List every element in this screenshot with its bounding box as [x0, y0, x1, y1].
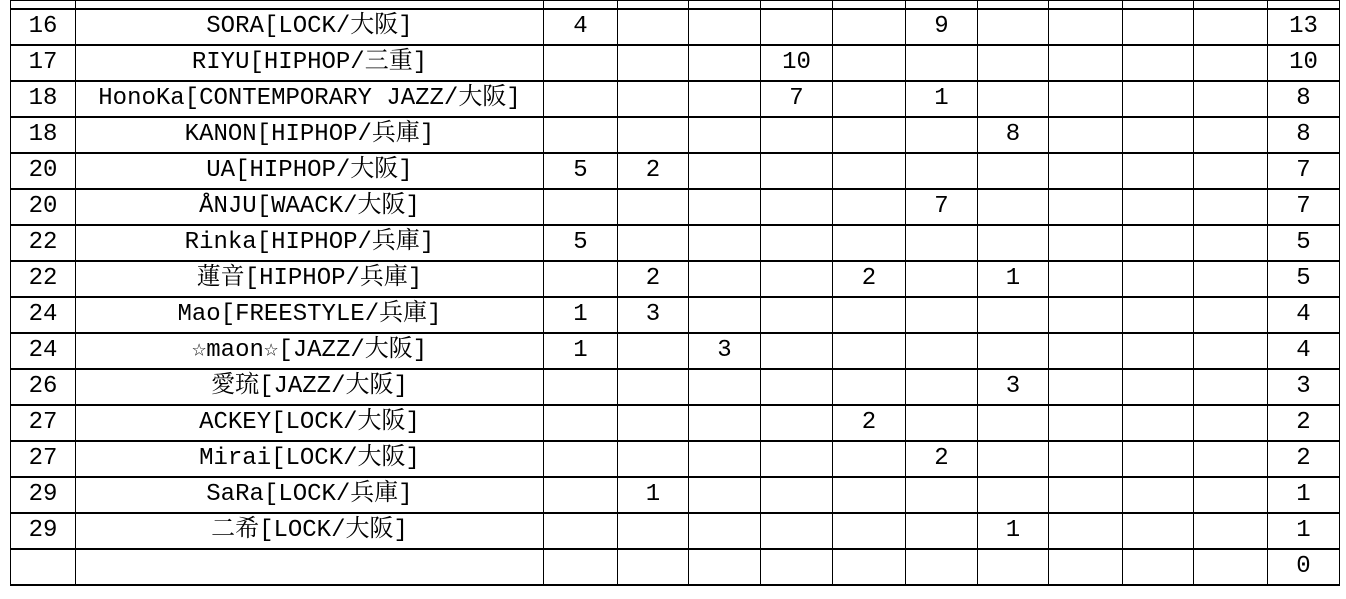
name-cell[interactable]: 蓮音[HIPHOP/兵庫] [76, 261, 544, 297]
point-cell[interactable] [544, 1, 618, 10]
point-cell[interactable] [1123, 45, 1194, 81]
point-cell[interactable] [761, 333, 833, 369]
point-cell[interactable]: 1 [544, 297, 618, 333]
table-row [11, 513, 1340, 549]
point-cell[interactable] [1194, 477, 1268, 513]
point-cell[interactable] [1049, 45, 1123, 81]
name-cell[interactable]: KANON[HIPHOP/兵庫] [76, 117, 544, 153]
point-cell[interactable] [544, 477, 618, 513]
point-cell[interactable] [833, 189, 906, 225]
point-cell[interactable]: 2 [833, 405, 906, 441]
name-cell[interactable]: ÅNJU[WAACK/大阪] [76, 189, 544, 225]
point-cell[interactable] [1194, 441, 1268, 477]
point-cell[interactable] [618, 9, 689, 45]
point-cell[interactable] [689, 549, 761, 585]
name-cell[interactable] [76, 1, 544, 10]
point-cell[interactable] [978, 153, 1049, 189]
point-cell[interactable] [1123, 369, 1194, 405]
table-row [11, 81, 1340, 117]
point-cell[interactable] [761, 225, 833, 261]
name-cell[interactable]: Mirai[LOCK/大阪] [76, 441, 544, 477]
point-cell[interactable] [906, 117, 978, 153]
point-cell[interactable] [544, 81, 618, 117]
point-cell[interactable] [978, 225, 1049, 261]
point-cell[interactable] [1194, 45, 1268, 81]
point-cell[interactable] [1049, 261, 1123, 297]
total-cell[interactable]: 7 [1268, 153, 1340, 189]
point-cell[interactable] [1123, 441, 1194, 477]
point-cell[interactable] [1049, 117, 1123, 153]
point-cell[interactable] [906, 45, 978, 81]
point-cell[interactable] [1123, 9, 1194, 45]
point-cell[interactable]: 2 [833, 261, 906, 297]
point-cell[interactable] [544, 261, 618, 297]
name-cell[interactable]: 二希[LOCK/大阪] [76, 513, 544, 549]
point-cell[interactable]: 1 [978, 513, 1049, 549]
point-cell[interactable] [689, 9, 761, 45]
total-cell[interactable] [1268, 1, 1340, 10]
point-cell[interactable] [689, 297, 761, 333]
point-cell[interactable] [1194, 297, 1268, 333]
point-cell[interactable] [544, 513, 618, 549]
point-cell[interactable] [1123, 1, 1194, 10]
point-cell[interactable] [1049, 225, 1123, 261]
point-cell[interactable] [833, 549, 906, 585]
point-cell[interactable]: 7 [906, 189, 978, 225]
point-cell[interactable] [906, 261, 978, 297]
table-row [11, 369, 1340, 405]
table-row [11, 117, 1340, 153]
point-cell[interactable] [689, 117, 761, 153]
point-cell[interactable] [544, 441, 618, 477]
rank-cell[interactable]: 22 [11, 261, 76, 297]
point-cell[interactable] [761, 549, 833, 585]
point-cell[interactable] [833, 333, 906, 369]
point-cell[interactable] [906, 513, 978, 549]
point-cell[interactable] [1049, 405, 1123, 441]
table-row [11, 477, 1340, 513]
total-cell[interactable]: 2 [1268, 405, 1340, 441]
point-cell[interactable] [1049, 189, 1123, 225]
point-cell[interactable]: 1 [906, 81, 978, 117]
point-cell[interactable]: 2 [618, 153, 689, 189]
rank-cell[interactable]: 29 [11, 477, 76, 513]
point-cell[interactable]: 1 [618, 477, 689, 513]
point-cell[interactable] [833, 441, 906, 477]
point-cell[interactable]: 2 [618, 261, 689, 297]
table-row [11, 333, 1340, 369]
point-cell[interactable] [689, 153, 761, 189]
point-cell[interactable] [1194, 405, 1268, 441]
point-cell[interactable] [1049, 333, 1123, 369]
rank-cell[interactable]: 27 [11, 405, 76, 441]
point-cell[interactable] [618, 513, 689, 549]
point-cell[interactable] [1049, 477, 1123, 513]
point-cell[interactable] [1194, 1, 1268, 10]
point-cell[interactable] [544, 189, 618, 225]
point-cell[interactable] [618, 45, 689, 81]
total-cell[interactable]: 4 [1268, 333, 1340, 369]
point-cell[interactable] [1194, 549, 1268, 585]
point-cell[interactable]: 9 [906, 9, 978, 45]
point-cell[interactable] [761, 117, 833, 153]
point-cell[interactable] [689, 225, 761, 261]
point-cell[interactable]: 3 [618, 297, 689, 333]
name-cell[interactable]: Rinka[HIPHOP/兵庫] [76, 225, 544, 261]
rank-cell[interactable]: 22 [11, 225, 76, 261]
point-cell[interactable]: 8 [978, 117, 1049, 153]
rank-cell[interactable]: 20 [11, 153, 76, 189]
point-cell[interactable] [689, 477, 761, 513]
point-cell[interactable] [1123, 477, 1194, 513]
point-cell[interactable] [689, 441, 761, 477]
total-cell[interactable]: 3 [1268, 369, 1340, 405]
point-cell[interactable] [544, 117, 618, 153]
point-cell[interactable] [1123, 225, 1194, 261]
total-cell[interactable]: 8 [1268, 117, 1340, 153]
name-cell[interactable] [76, 549, 544, 585]
point-cell[interactable] [761, 261, 833, 297]
point-cell[interactable] [689, 81, 761, 117]
point-cell[interactable] [906, 153, 978, 189]
point-cell[interactable] [906, 477, 978, 513]
point-cell[interactable] [689, 1, 761, 10]
point-cell[interactable] [1194, 9, 1268, 45]
name-cell[interactable]: ☆maon☆[JAZZ/大阪] [76, 333, 544, 369]
point-cell[interactable] [833, 45, 906, 81]
ranking-table [10, 0, 1340, 586]
name-cell[interactable]: SaRa[LOCK/兵庫] [76, 477, 544, 513]
rank-cell[interactable]: 26 [11, 369, 76, 405]
point-cell[interactable] [689, 45, 761, 81]
point-cell[interactable] [1194, 225, 1268, 261]
point-cell[interactable] [1194, 261, 1268, 297]
rank-cell[interactable]: 18 [11, 117, 76, 153]
point-cell[interactable]: 2 [906, 441, 978, 477]
point-cell[interactable] [1194, 117, 1268, 153]
total-cell[interactable]: 10 [1268, 45, 1340, 81]
point-cell[interactable] [1049, 441, 1123, 477]
point-cell[interactable] [1123, 153, 1194, 189]
point-cell[interactable] [906, 549, 978, 585]
point-cell[interactable] [1123, 405, 1194, 441]
point-cell[interactable] [618, 225, 689, 261]
point-cell[interactable] [618, 1, 689, 10]
point-cell[interactable]: 10 [761, 45, 833, 81]
point-cell[interactable] [618, 117, 689, 153]
rank-cell[interactable]: 29 [11, 513, 76, 549]
point-cell[interactable] [833, 1, 906, 10]
point-cell[interactable] [906, 297, 978, 333]
name-cell[interactable]: HonoKa[CONTEMPORARY JAZZ/大阪] [76, 81, 544, 117]
point-cell[interactable] [689, 189, 761, 225]
point-cell[interactable] [833, 117, 906, 153]
total-cell[interactable]: 1 [1268, 477, 1340, 513]
point-cell[interactable] [978, 45, 1049, 81]
point-cell[interactable]: 1 [978, 261, 1049, 297]
point-cell[interactable] [1194, 81, 1268, 117]
point-cell[interactable] [544, 369, 618, 405]
point-cell[interactable] [1194, 189, 1268, 225]
name-cell[interactable]: 愛琉[JAZZ/大阪] [76, 369, 544, 405]
rank-cell[interactable]: 17 [11, 45, 76, 81]
point-cell[interactable] [978, 333, 1049, 369]
point-cell[interactable] [544, 549, 618, 585]
point-cell[interactable] [978, 441, 1049, 477]
table-row [11, 441, 1340, 477]
point-cell[interactable] [761, 153, 833, 189]
point-cell[interactable] [1123, 81, 1194, 117]
rank-cell[interactable]: 20 [11, 189, 76, 225]
point-cell[interactable] [618, 81, 689, 117]
point-cell[interactable] [761, 189, 833, 225]
table-row [11, 405, 1340, 441]
total-cell[interactable]: 5 [1268, 225, 1340, 261]
point-cell[interactable] [833, 513, 906, 549]
point-cell[interactable] [833, 369, 906, 405]
point-cell[interactable] [1123, 549, 1194, 585]
point-cell[interactable] [618, 549, 689, 585]
table-row [11, 9, 1340, 45]
point-cell[interactable] [761, 9, 833, 45]
rank-cell[interactable] [11, 549, 76, 585]
table-row [11, 297, 1340, 333]
point-cell[interactable] [978, 81, 1049, 117]
rank-cell[interactable]: 27 [11, 441, 76, 477]
point-cell[interactable] [1123, 189, 1194, 225]
point-cell[interactable] [618, 333, 689, 369]
point-cell[interactable] [618, 189, 689, 225]
table-row [11, 45, 1340, 81]
point-cell[interactable]: 5 [544, 225, 618, 261]
point-cell[interactable]: 7 [761, 81, 833, 117]
point-cell[interactable] [618, 369, 689, 405]
rank-cell[interactable]: 16 [11, 9, 76, 45]
point-cell[interactable]: 4 [544, 9, 618, 45]
point-cell[interactable] [1049, 369, 1123, 405]
point-cell[interactable] [906, 405, 978, 441]
point-cell[interactable] [689, 513, 761, 549]
total-cell[interactable]: 5 [1268, 261, 1340, 297]
point-cell[interactable] [978, 1, 1049, 10]
total-cell[interactable]: 13 [1268, 9, 1340, 45]
point-cell[interactable] [978, 549, 1049, 585]
table-row [11, 225, 1340, 261]
total-cell[interactable]: 4 [1268, 297, 1340, 333]
point-cell[interactable] [978, 297, 1049, 333]
point-cell[interactable] [1194, 333, 1268, 369]
point-cell[interactable] [1123, 117, 1194, 153]
total-cell[interactable]: 8 [1268, 81, 1340, 117]
rank-cell[interactable]: 24 [11, 333, 76, 369]
table-row [11, 153, 1340, 189]
total-cell[interactable]: 2 [1268, 441, 1340, 477]
name-cell[interactable]: UA[HIPHOP/大阪] [76, 153, 544, 189]
point-cell[interactable] [1049, 1, 1123, 10]
point-cell[interactable] [761, 405, 833, 441]
point-cell[interactable] [906, 369, 978, 405]
point-cell[interactable] [833, 9, 906, 45]
point-cell[interactable]: 3 [689, 333, 761, 369]
point-cell[interactable] [978, 477, 1049, 513]
point-cell[interactable] [906, 225, 978, 261]
point-cell[interactable] [978, 189, 1049, 225]
point-cell[interactable] [833, 153, 906, 189]
point-cell[interactable] [689, 369, 761, 405]
point-cell[interactable]: 5 [544, 153, 618, 189]
point-cell[interactable] [906, 333, 978, 369]
point-cell[interactable] [833, 81, 906, 117]
rank-cell[interactable]: 18 [11, 81, 76, 117]
point-cell[interactable] [1194, 153, 1268, 189]
point-cell[interactable] [1194, 513, 1268, 549]
point-cell[interactable] [833, 477, 906, 513]
point-cell[interactable] [1049, 513, 1123, 549]
point-cell[interactable] [689, 261, 761, 297]
total-cell[interactable]: 0 [1268, 549, 1340, 585]
name-cell[interactable]: ACKEY[LOCK/大阪] [76, 405, 544, 441]
name-cell[interactable]: Mao[FREESTYLE/兵庫] [76, 297, 544, 333]
point-cell[interactable] [1049, 153, 1123, 189]
point-cell[interactable] [833, 225, 906, 261]
point-cell[interactable] [1049, 297, 1123, 333]
point-cell[interactable] [618, 405, 689, 441]
point-cell[interactable] [761, 441, 833, 477]
point-cell[interactable] [1123, 297, 1194, 333]
point-cell[interactable] [1049, 549, 1123, 585]
rank-cell[interactable] [11, 1, 76, 10]
point-cell[interactable] [906, 1, 978, 10]
point-cell[interactable] [761, 1, 833, 10]
ranking-table-body [11, 1, 1340, 586]
point-cell[interactable] [978, 405, 1049, 441]
table-row [11, 261, 1340, 297]
point-cell[interactable] [544, 45, 618, 81]
point-cell[interactable] [1123, 261, 1194, 297]
point-cell[interactable] [1123, 333, 1194, 369]
total-cell[interactable]: 1 [1268, 513, 1340, 549]
table-row [11, 189, 1340, 225]
point-cell[interactable] [761, 369, 833, 405]
point-cell[interactable] [544, 405, 618, 441]
point-cell[interactable] [1123, 513, 1194, 549]
point-cell[interactable]: 3 [978, 369, 1049, 405]
total-cell[interactable]: 7 [1268, 189, 1340, 225]
point-cell[interactable] [689, 405, 761, 441]
point-cell[interactable] [761, 513, 833, 549]
table-row [11, 1, 1340, 10]
rank-cell[interactable]: 24 [11, 297, 76, 333]
point-cell[interactable] [978, 9, 1049, 45]
table-row [11, 549, 1340, 585]
point-cell[interactable] [618, 441, 689, 477]
name-cell[interactable]: SORA[LOCK/大阪] [76, 9, 544, 45]
point-cell[interactable] [761, 477, 833, 513]
point-cell[interactable] [761, 297, 833, 333]
point-cell[interactable] [833, 297, 906, 333]
point-cell[interactable] [1049, 9, 1123, 45]
point-cell[interactable] [1194, 369, 1268, 405]
point-cell[interactable]: 1 [544, 333, 618, 369]
point-cell[interactable] [1049, 81, 1123, 117]
name-cell[interactable]: RIYU[HIPHOP/三重] [76, 45, 544, 81]
